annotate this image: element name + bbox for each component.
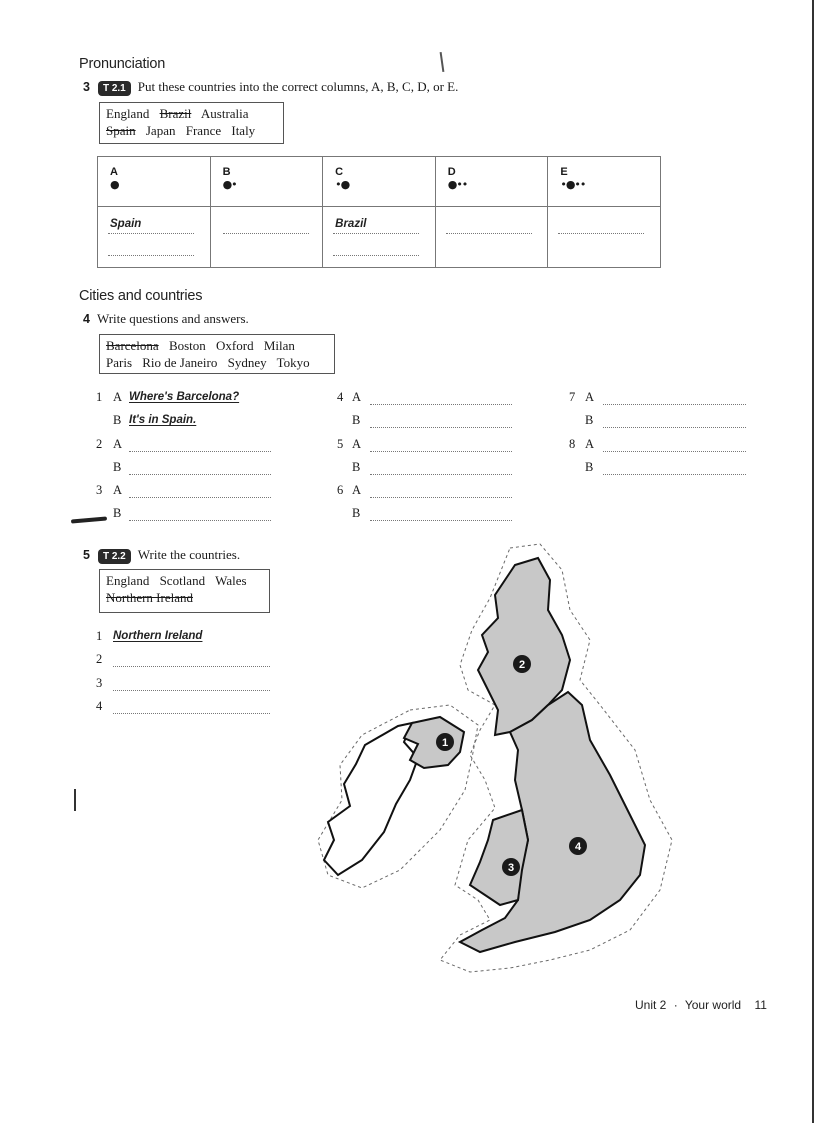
word-crossed: Barcelona xyxy=(106,338,159,353)
footer-unit: Unit 2 xyxy=(635,998,667,1012)
answer-line[interactable] xyxy=(370,474,512,475)
item-number: 3 xyxy=(96,483,103,497)
answer-line[interactable] xyxy=(370,497,512,498)
item-number: 2 xyxy=(96,437,103,451)
word: Milan xyxy=(263,338,295,353)
section-title-cities: Cities and countries xyxy=(79,288,203,304)
answer-cell[interactable]: Brazil xyxy=(323,207,436,268)
answer-line[interactable] xyxy=(370,404,512,405)
word: Japan xyxy=(145,123,176,138)
speaker-b-label: B xyxy=(352,413,361,427)
answer-response-1: It's in Spain. xyxy=(129,414,197,426)
answer-line[interactable] xyxy=(129,474,271,475)
word: England xyxy=(106,573,150,588)
answer-line[interactable] xyxy=(603,451,746,452)
answer-cell[interactable] xyxy=(548,207,661,268)
table-header-row xyxy=(98,157,661,207)
speaker-a-label: A xyxy=(113,483,123,497)
column-header: A ● xyxy=(98,157,211,207)
exercise-4-header xyxy=(83,310,249,328)
map-england xyxy=(460,692,645,952)
answer-line[interactable] xyxy=(129,520,271,521)
speaker-b-label: B xyxy=(352,506,361,520)
item-number: 2 xyxy=(96,652,103,666)
word: Boston xyxy=(168,338,206,353)
item-number: 4 xyxy=(96,699,103,713)
exercise-instruction: Write questions and answers. xyxy=(96,311,249,326)
speaker-a-label: A xyxy=(352,390,362,404)
word-crossed: Spain xyxy=(106,123,136,138)
exercise-3-header xyxy=(83,78,458,96)
answer-line[interactable] xyxy=(113,666,270,667)
speaker-b-label: B xyxy=(352,460,361,474)
word: England xyxy=(106,106,150,121)
answer-line[interactable] xyxy=(603,427,746,428)
item-number: 6 xyxy=(337,483,344,497)
exercise-number: 5 xyxy=(83,548,90,562)
word-box-countries-uk xyxy=(99,569,270,613)
answer-line[interactable] xyxy=(113,713,270,714)
word-box-cities xyxy=(99,334,335,374)
answer-line[interactable] xyxy=(370,451,512,452)
word: France xyxy=(185,123,222,138)
audio-track-badge: T 2.1 xyxy=(98,81,131,96)
word-box-countries xyxy=(99,102,284,144)
answer-cell[interactable]: Spain xyxy=(98,207,211,268)
speaker-a-label: A xyxy=(585,390,595,404)
speaker-b-label: B xyxy=(585,413,594,427)
speaker-a-label: A xyxy=(113,437,123,451)
map-marker-4-label: 4 xyxy=(574,841,582,853)
footer-separator: · xyxy=(673,998,678,1012)
word: Italy xyxy=(231,123,256,138)
stress-columns-table xyxy=(97,156,661,268)
speaker-a-label: A xyxy=(352,483,362,497)
exercise-5-header xyxy=(83,546,240,564)
word-row xyxy=(106,354,328,371)
word-crossed: Northern Ireland xyxy=(106,590,193,605)
exercise-number: 3 xyxy=(83,80,90,94)
speaker-b-label: B xyxy=(585,460,594,474)
word: Sydney xyxy=(227,355,267,370)
answer-line[interactable] xyxy=(129,497,271,498)
map-marker-2-label: 2 xyxy=(518,659,526,671)
column-header: E •●•• xyxy=(548,157,661,207)
map-marker-3-label: 3 xyxy=(507,862,515,874)
answer-line[interactable] xyxy=(603,474,746,475)
section-title-pronunciation: Pronunciation xyxy=(79,56,166,72)
speaker-b-label: B xyxy=(113,460,122,474)
answer-question-1: Where's Barcelona? xyxy=(129,391,240,403)
word-row xyxy=(106,337,328,354)
answer-line[interactable] xyxy=(603,404,746,405)
answer-cell[interactable] xyxy=(210,207,323,268)
answer-line[interactable] xyxy=(129,451,271,452)
audio-track-badge: T 2.2 xyxy=(98,549,131,564)
item-number: 7 xyxy=(569,390,576,404)
map-northern-ireland xyxy=(404,717,464,768)
word: Rio de Janeiro xyxy=(142,355,218,370)
scan-mark xyxy=(71,516,107,523)
scan-mark xyxy=(74,789,76,811)
page-number: 11 xyxy=(754,998,767,1012)
footer-topic: Your world xyxy=(684,998,742,1012)
word-row xyxy=(106,105,277,122)
exercise-instruction: Write the countries. xyxy=(137,547,241,562)
word: Australia xyxy=(200,106,249,121)
word-row xyxy=(106,589,263,606)
column-header: D ●•• xyxy=(435,157,548,207)
answer-line[interactable] xyxy=(113,690,270,691)
word: Paris xyxy=(106,355,132,370)
column-header: B ●• xyxy=(210,157,323,207)
word: Wales xyxy=(215,573,247,588)
scan-mark xyxy=(440,52,445,72)
uk-ireland-map xyxy=(300,540,690,980)
item-number: 5 xyxy=(337,437,344,451)
answer-line[interactable] xyxy=(370,520,512,521)
item-number: 4 xyxy=(337,390,344,404)
item-number: 1 xyxy=(96,390,103,404)
speaker-a-label: A xyxy=(352,437,362,451)
speaker-a-label: A xyxy=(113,390,123,404)
map-wales xyxy=(470,810,528,905)
word-crossed: Brazil xyxy=(159,106,192,121)
word-row xyxy=(106,572,263,589)
table-answer-row xyxy=(98,207,661,268)
speaker-a-label: A xyxy=(585,437,595,451)
answer-cell[interactable] xyxy=(435,207,548,268)
answer-line[interactable] xyxy=(370,427,512,428)
page-footer xyxy=(635,998,767,1012)
speaker-b-label: B xyxy=(113,506,122,520)
item-number: 3 xyxy=(96,676,103,690)
column-header: C •● xyxy=(323,157,436,207)
item-number: 1 xyxy=(96,629,103,643)
word: Scotland xyxy=(159,573,206,588)
page-edge xyxy=(812,0,814,1123)
exercise-number: 4 xyxy=(83,312,90,326)
item-number: 8 xyxy=(569,437,576,451)
answer-country-1: Northern Ireland xyxy=(113,630,203,642)
word-row xyxy=(106,122,277,139)
speaker-b-label: B xyxy=(113,413,122,427)
map-ireland xyxy=(324,723,418,875)
map-marker-1-label: 1 xyxy=(441,737,449,749)
word: Oxford xyxy=(216,338,254,353)
word: Tokyo xyxy=(276,355,310,370)
exercise-instruction: Put these countries into the correct columns, A, B, C, D, or E. xyxy=(137,79,459,94)
